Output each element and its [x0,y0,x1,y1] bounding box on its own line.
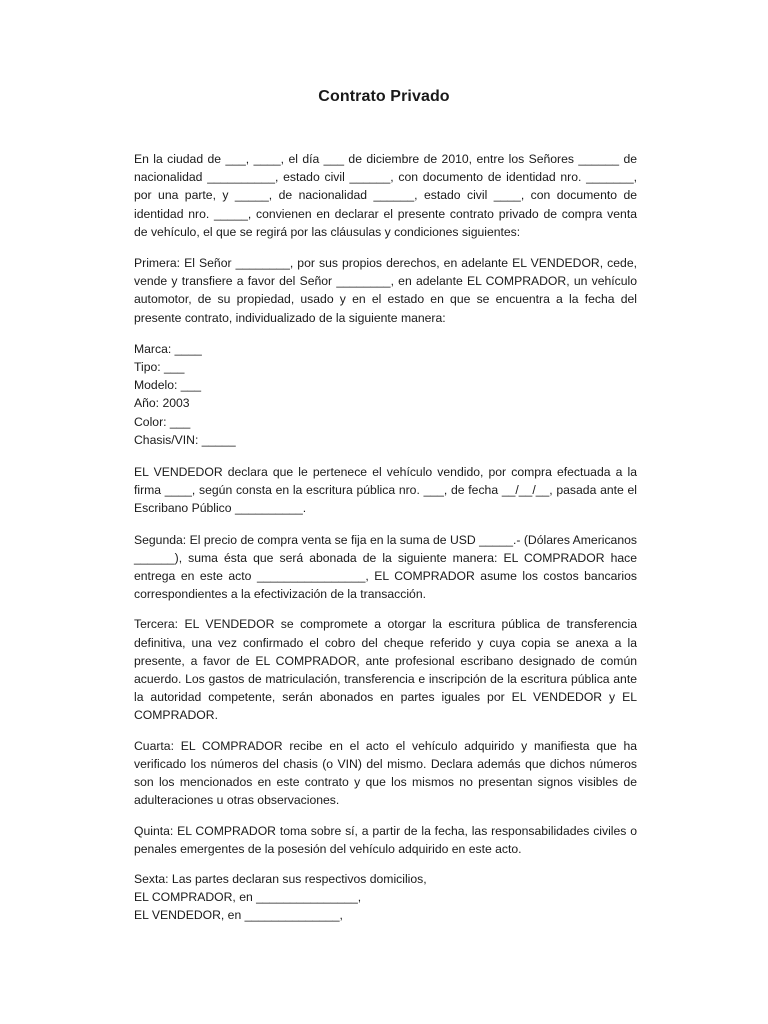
clause-cuarta: Cuarta: EL COMPRADOR recibe en el acto el vehículo adquirido y manifiesta que ha verificado los números del chasis (o VIN) del mismo. Declara además que dichos números son los mencionados en este contrato y que los mismos no presentan signos visibles de adulteraciones u otras observaciones. [134,738,637,808]
field-modelo: Modelo: ___ [134,378,202,393]
vendedor-declaration-paragraph: EL VENDEDOR declara que le pertenece el vehículo vendido, por compra efectuada a la firma ____, según consta en la escritura pública nro. ___, de fecha __/__/__, pasada ante el Escribano Público __________. [134,465,637,516]
field-tipo: Tipo: ___ [134,360,185,375]
field-anio: Año: 2003 [134,396,190,411]
intro-paragraph: En la ciudad de ___, ____, el día ___ de diciembre de 2010, entre los Señores ______ de nacionalidad __________, estado civil ______, con documento de identidad nro. _______, por una parte, y _____, de nacionalidad ______, estado civil ____, con documento de identidad nro. _____, convienen en declarar el presente contrato privado de compra venta de vehículo, el que se regirá por las cláusulas y condiciones siguientes: [134,152,637,239]
sexta-vendedor-domicile: EL VENDEDOR, en ______________, [134,908,343,923]
field-chasis-vin: Chasis/VIN: _____ [134,432,236,447]
document-body [134,150,637,939]
clause-quinta: Quinta: EL COMPRADOR toma sobre sí, a partir de la fecha, las responsabilidades civiles o penales emergentes de la posesión del vehículo adquirido en este acto. [134,823,637,856]
vehicle-fields-list [134,340,637,449]
field-marca: Marca: ____ [134,341,202,356]
document-title: Contrato Privado [318,88,450,105]
sexta-comprador-domicile: EL COMPRADOR, en _______________, [134,890,362,905]
clause-segunda: Segunda: El precio de compra venta se fija en la suma de USD _____.- (Dólares Americanos ______), suma ésta que será abonada de la siguiente manera: EL COMPRADOR hace entrega en este acto ________________, EL COMPRADOR asume los costos bancarios correspondientes a la efectivización de la transacción. [134,532,637,602]
field-color: Color: ___ [134,414,191,429]
sexta-heading-line: Sexta: Las partes declaran sus respectivos domicilios, [134,871,427,886]
clause-tercera: Tercera: EL VENDEDOR se compromete a otorgar la escritura pública de transferencia definitiva, una vez confirmado el cobro del cheque referido y cuya copia se anexa a la presente, a favor de EL COMPRADOR, ante profesional escribano designado de común acuerdo. Los gastos de matriculación, transferencia e inscripción de la escritura pública ante la autoridad competente, serán abonados en partes iguales por EL VENDEDOR y EL COMPRADOR. [134,617,637,723]
clause-primera: Primera: El Señor ________, por sus propios derechos, en adelante EL VENDEDOR, cede, vende y transfiere a favor del Señor ________, en adelante EL COMPRADOR, un vehículo automotor, de su propiedad, usado y en el estado en que se encuentra a la fecha del presente contrato, individualizado de la siguiente manera: [134,256,637,325]
clause-sexta [134,870,637,925]
